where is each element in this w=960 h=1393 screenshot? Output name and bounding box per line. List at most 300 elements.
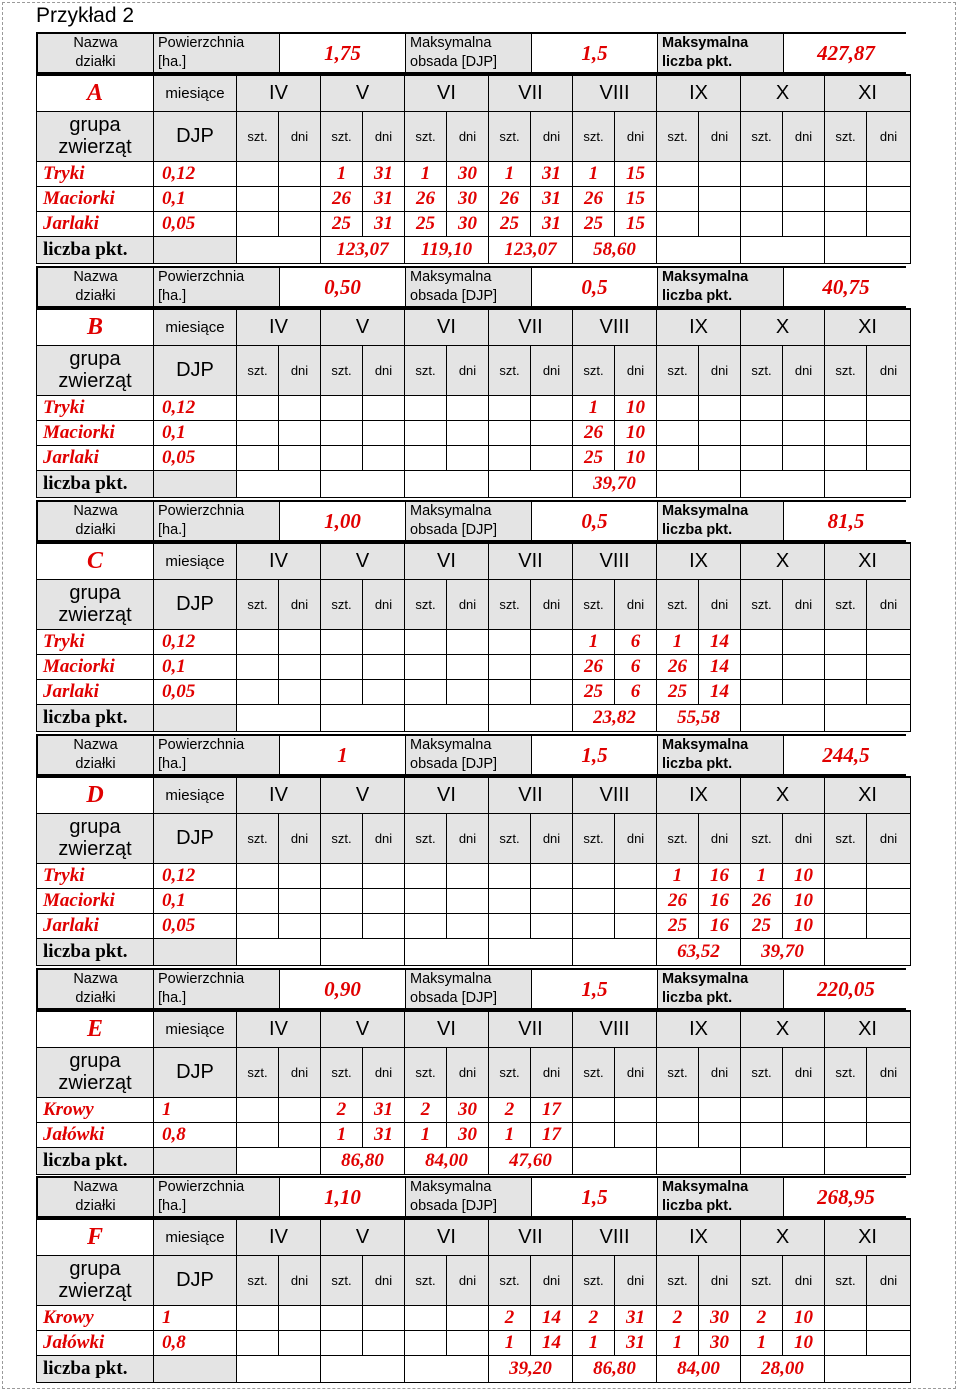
count-cell [237, 679, 279, 704]
count-cell [657, 161, 699, 186]
count-cell [825, 654, 867, 679]
animal-djp: 0,05 [154, 679, 237, 704]
days-cell [363, 1305, 405, 1330]
count-header: szt. [321, 111, 363, 161]
days-cell [447, 629, 489, 654]
plot-header [36, 1176, 906, 1218]
month-header: VIII [573, 1011, 657, 1047]
points-total-spacer [154, 236, 237, 263]
count-cell: 2 [321, 1097, 363, 1122]
days-cell: 31 [363, 1122, 405, 1147]
max-stocking-label: Maksymalna obsada [DJP] [406, 736, 532, 774]
months-label: miesiące [154, 1219, 237, 1255]
days-cell [699, 1097, 741, 1122]
days-cell [531, 445, 573, 470]
animal-row [37, 888, 911, 913]
count-header: szt. [657, 1047, 699, 1097]
month-points-value [237, 704, 321, 731]
month-points-value: 119,10 [405, 236, 489, 263]
animal-djp: 0,1 [154, 888, 237, 913]
month-header: IV [237, 1011, 321, 1047]
count-header: szt. [321, 813, 363, 863]
count-cell: 1 [321, 1122, 363, 1147]
points-total-spacer [154, 938, 237, 965]
days-cell: 15 [615, 161, 657, 186]
animal-name: Tryki [37, 863, 154, 888]
count-cell [489, 888, 531, 913]
count-cell [741, 445, 783, 470]
days-cell: 31 [615, 1305, 657, 1330]
month-header: V [321, 309, 405, 345]
count-header: szt. [741, 345, 783, 395]
count-cell [321, 888, 363, 913]
count-cell: 2 [489, 1097, 531, 1122]
max-points-label: Maksymalna liczba pkt. [658, 502, 784, 540]
max-points-value: 244,5 [784, 736, 908, 774]
count-cell [741, 1097, 783, 1122]
days-cell [279, 679, 321, 704]
count-header: szt. [405, 1047, 447, 1097]
days-cell [447, 395, 489, 420]
count-cell [741, 420, 783, 445]
points-total-spacer [154, 704, 237, 731]
count-header: szt. [657, 345, 699, 395]
count-cell [825, 1330, 867, 1355]
count-cell: 25 [657, 913, 699, 938]
days-cell [279, 420, 321, 445]
points-total-spacer [154, 470, 237, 497]
days-cell: 31 [363, 161, 405, 186]
month-header: V [321, 1011, 405, 1047]
month-points-value: 47,60 [489, 1147, 573, 1174]
days-header: dni [783, 579, 825, 629]
count-cell [321, 420, 363, 445]
grazing-table [36, 74, 911, 264]
month-points-value: 58,60 [573, 236, 657, 263]
days-cell [363, 445, 405, 470]
animal-row [37, 1097, 911, 1122]
days-cell [783, 654, 825, 679]
days-cell: 30 [447, 186, 489, 211]
month-header: IV [237, 75, 321, 111]
count-cell [237, 1305, 279, 1330]
animal-name: Tryki [37, 161, 154, 186]
days-cell [279, 654, 321, 679]
month-points-value: 39,20 [489, 1355, 573, 1382]
points-total-row [37, 1147, 911, 1174]
month-header: VIII [573, 309, 657, 345]
month-header: VI [405, 1219, 489, 1255]
animal-djp: 0,05 [154, 445, 237, 470]
count-cell: 25 [573, 211, 615, 236]
month-header: VII [489, 75, 573, 111]
days-cell: 14 [531, 1330, 573, 1355]
days-header: dni [615, 813, 657, 863]
count-header: szt. [489, 813, 531, 863]
month-points-value: 63,52 [657, 938, 741, 965]
max-points-value: 220,05 [784, 970, 908, 1008]
days-header: dni [363, 111, 405, 161]
days-header: dni [531, 579, 573, 629]
days-cell [531, 679, 573, 704]
month-header: X [741, 1219, 825, 1255]
days-cell [615, 1122, 657, 1147]
month-header: IX [657, 1219, 741, 1255]
days-header: dni [699, 111, 741, 161]
days-cell [279, 445, 321, 470]
count-cell: 1 [405, 1122, 447, 1147]
month-points-value [237, 1147, 321, 1174]
days-header: dni [699, 1255, 741, 1305]
max-stocking-label: Maksymalna obsada [DJP] [406, 502, 532, 540]
count-cell: 26 [657, 654, 699, 679]
count-cell [405, 679, 447, 704]
count-cell [405, 395, 447, 420]
count-cell [741, 654, 783, 679]
month-points-value [489, 470, 573, 497]
count-cell: 25 [741, 913, 783, 938]
days-cell [447, 1305, 489, 1330]
count-header: szt. [237, 1255, 279, 1305]
days-header: dni [867, 579, 911, 629]
count-header: szt. [405, 111, 447, 161]
days-cell [867, 654, 911, 679]
count-cell [657, 1122, 699, 1147]
days-header: dni [447, 1255, 489, 1305]
days-cell [279, 1097, 321, 1122]
count-cell [825, 863, 867, 888]
count-cell [573, 1122, 615, 1147]
month-header: V [321, 1219, 405, 1255]
month-points-value [321, 1355, 405, 1382]
count-header: szt. [489, 111, 531, 161]
plot-header [36, 266, 906, 308]
days-cell: 17 [531, 1097, 573, 1122]
days-cell [699, 1122, 741, 1147]
count-header: szt. [657, 579, 699, 629]
area-label: Powierzchnia [ha.] [154, 970, 280, 1008]
count-cell [573, 888, 615, 913]
month-header: VI [405, 1011, 489, 1047]
points-total-label: liczba pkt. [37, 1355, 154, 1382]
days-cell [783, 1097, 825, 1122]
count-cell [405, 863, 447, 888]
month-points-value: 86,80 [321, 1147, 405, 1174]
days-header: dni [867, 1255, 911, 1305]
months-label: miesiące [154, 309, 237, 345]
month-header: VIII [573, 543, 657, 579]
days-cell [867, 629, 911, 654]
count-header: szt. [573, 579, 615, 629]
count-cell [321, 863, 363, 888]
max-stocking-value: 1,5 [532, 1178, 658, 1216]
count-header: szt. [825, 111, 867, 161]
count-cell [405, 888, 447, 913]
animal-row [37, 1305, 911, 1330]
plot-section-e [36, 968, 906, 1175]
days-cell [363, 420, 405, 445]
months-row [37, 543, 911, 579]
count-cell [237, 629, 279, 654]
animal-row [37, 654, 911, 679]
count-cell [825, 1097, 867, 1122]
days-cell: 31 [531, 211, 573, 236]
days-cell [783, 395, 825, 420]
count-header: szt. [825, 1255, 867, 1305]
count-cell [825, 186, 867, 211]
month-header: VII [489, 543, 573, 579]
month-header: XI [825, 543, 911, 579]
count-cell [489, 913, 531, 938]
points-total-row [37, 470, 911, 497]
days-header: dni [867, 813, 911, 863]
animal-djp: 0,05 [154, 211, 237, 236]
month-header: VII [489, 1219, 573, 1255]
animal-djp: 0,8 [154, 1122, 237, 1147]
max-points-label: Maksymalna liczba pkt. [658, 1178, 784, 1216]
days-cell [279, 629, 321, 654]
days-header: dni [363, 1047, 405, 1097]
count-cell [405, 629, 447, 654]
count-cell [825, 913, 867, 938]
month-header: VI [405, 309, 489, 345]
animal-name: Maciorki [37, 420, 154, 445]
count-cell [405, 1305, 447, 1330]
days-header: dni [279, 813, 321, 863]
count-cell [489, 629, 531, 654]
count-cell [825, 211, 867, 236]
plot-name-label: Nazwa działki [38, 34, 154, 72]
plot-section-c [36, 500, 906, 732]
days-cell: 16 [699, 913, 741, 938]
months-row [37, 777, 911, 813]
count-header: szt. [405, 813, 447, 863]
count-cell [741, 679, 783, 704]
days-cell [363, 629, 405, 654]
month-header: VIII [573, 75, 657, 111]
month-points-value: 39,70 [573, 470, 657, 497]
month-points-value [321, 938, 405, 965]
days-cell: 31 [531, 186, 573, 211]
month-header: VI [405, 777, 489, 813]
days-cell: 30 [447, 211, 489, 236]
count-cell [825, 420, 867, 445]
max-stocking-value: 1,5 [532, 970, 658, 1008]
month-header: V [321, 75, 405, 111]
month-header: VII [489, 309, 573, 345]
days-cell [447, 888, 489, 913]
month-points-value [741, 236, 825, 263]
area-value: 0,90 [280, 970, 406, 1008]
djp-label: DJP [154, 579, 237, 629]
count-cell [489, 445, 531, 470]
max-stocking-label: Maksymalna obsada [DJP] [406, 34, 532, 72]
months-label: miesiące [154, 75, 237, 111]
month-points-value: 23,82 [573, 704, 657, 731]
month-points-value [321, 470, 405, 497]
month-header: VI [405, 75, 489, 111]
animal-name: Jarlaki [37, 445, 154, 470]
animal-row [37, 161, 911, 186]
count-cell [489, 420, 531, 445]
days-cell [279, 161, 321, 186]
days-cell [531, 913, 573, 938]
days-header: dni [531, 1255, 573, 1305]
days-cell: 14 [531, 1305, 573, 1330]
months-label: miesiące [154, 1011, 237, 1047]
month-points-value [237, 1355, 321, 1382]
count-cell: 2 [489, 1305, 531, 1330]
days-cell [783, 629, 825, 654]
count-header: szt. [237, 813, 279, 863]
month-header: X [741, 777, 825, 813]
animal-group-label: grupa zwierząt [37, 1047, 154, 1097]
djp-label: DJP [154, 345, 237, 395]
count-header: szt. [237, 579, 279, 629]
month-points-value [405, 470, 489, 497]
days-header: dni [447, 111, 489, 161]
count-header: szt. [825, 813, 867, 863]
days-cell [363, 679, 405, 704]
month-header: VIII [573, 777, 657, 813]
days-cell [531, 395, 573, 420]
days-cell [867, 445, 911, 470]
plot-letter: B [37, 309, 154, 345]
points-total-label: liczba pkt. [37, 938, 154, 965]
count-cell: 2 [573, 1305, 615, 1330]
max-stocking-label: Maksymalna obsada [DJP] [406, 1178, 532, 1216]
days-cell: 31 [615, 1330, 657, 1355]
animal-row [37, 629, 911, 654]
month-points-value [573, 1147, 657, 1174]
days-cell: 31 [363, 211, 405, 236]
days-cell [699, 211, 741, 236]
days-cell [783, 161, 825, 186]
count-header: szt. [825, 345, 867, 395]
count-cell [825, 679, 867, 704]
days-cell [867, 1122, 911, 1147]
count-cell: 1 [573, 395, 615, 420]
count-cell [237, 654, 279, 679]
days-header: dni [615, 1255, 657, 1305]
days-cell [783, 211, 825, 236]
count-cell [825, 1122, 867, 1147]
count-cell [237, 1122, 279, 1147]
group-row [37, 345, 911, 395]
month-header: XI [825, 1219, 911, 1255]
days-cell [615, 913, 657, 938]
count-cell [573, 913, 615, 938]
days-header: dni [699, 579, 741, 629]
area-label: Powierzchnia [ha.] [154, 268, 280, 306]
month-points-value [489, 938, 573, 965]
month-points-value: 86,80 [573, 1355, 657, 1382]
days-header: dni [363, 813, 405, 863]
plot-header [36, 32, 906, 74]
count-header: szt. [489, 345, 531, 395]
days-cell: 16 [699, 888, 741, 913]
animal-name: Jałówki [37, 1330, 154, 1355]
count-cell [405, 445, 447, 470]
days-header: dni [363, 579, 405, 629]
month-points-value [825, 236, 911, 263]
group-row [37, 1047, 911, 1097]
days-header: dni [447, 813, 489, 863]
days-cell: 10 [615, 395, 657, 420]
days-cell: 10 [783, 913, 825, 938]
count-cell [825, 445, 867, 470]
month-points-value [825, 1355, 911, 1382]
group-row [37, 813, 911, 863]
month-header: X [741, 543, 825, 579]
animal-djp: 0,1 [154, 186, 237, 211]
days-cell [279, 863, 321, 888]
days-cell [447, 863, 489, 888]
animal-djp: 0,8 [154, 1330, 237, 1355]
area-value: 0,50 [280, 268, 406, 306]
animal-djp: 0,12 [154, 863, 237, 888]
count-cell [489, 863, 531, 888]
points-total-spacer [154, 1355, 237, 1382]
month-points-value [405, 1355, 489, 1382]
days-cell [699, 161, 741, 186]
month-points-value [237, 938, 321, 965]
count-header: szt. [237, 1047, 279, 1097]
count-cell [237, 913, 279, 938]
points-total-label: liczba pkt. [37, 1147, 154, 1174]
animal-djp: 0,12 [154, 161, 237, 186]
month-header: XI [825, 777, 911, 813]
count-header: szt. [321, 345, 363, 395]
animal-name: Jarlaki [37, 679, 154, 704]
days-cell [279, 1305, 321, 1330]
days-cell [531, 420, 573, 445]
animal-name: Jałówki [37, 1122, 154, 1147]
plot-header [36, 734, 906, 776]
animal-djp: 0,1 [154, 654, 237, 679]
month-points-value [657, 1147, 741, 1174]
count-cell [237, 445, 279, 470]
days-cell [447, 654, 489, 679]
month-header: IV [237, 543, 321, 579]
count-cell [321, 445, 363, 470]
max-stocking-label: Maksymalna obsada [DJP] [406, 970, 532, 1008]
points-total-label: liczba pkt. [37, 704, 154, 731]
animal-row [37, 1330, 911, 1355]
months-row [37, 1011, 911, 1047]
days-cell: 15 [615, 186, 657, 211]
month-header: X [741, 309, 825, 345]
area-label: Powierzchnia [ha.] [154, 34, 280, 72]
count-cell: 2 [741, 1305, 783, 1330]
animal-group-label: grupa zwierząt [37, 1255, 154, 1305]
month-points-value [825, 938, 911, 965]
count-cell: 1 [489, 161, 531, 186]
page-heading: Przykład 2 [36, 4, 135, 27]
count-cell [237, 161, 279, 186]
days-cell: 31 [363, 1097, 405, 1122]
days-cell [363, 888, 405, 913]
count-cell [237, 420, 279, 445]
days-cell: 10 [615, 420, 657, 445]
count-cell [489, 679, 531, 704]
days-cell [615, 888, 657, 913]
grazing-table [36, 542, 911, 732]
days-cell [279, 395, 321, 420]
days-header: dni [531, 111, 573, 161]
plot-letter: F [37, 1219, 154, 1255]
plot-section-d [36, 734, 906, 966]
